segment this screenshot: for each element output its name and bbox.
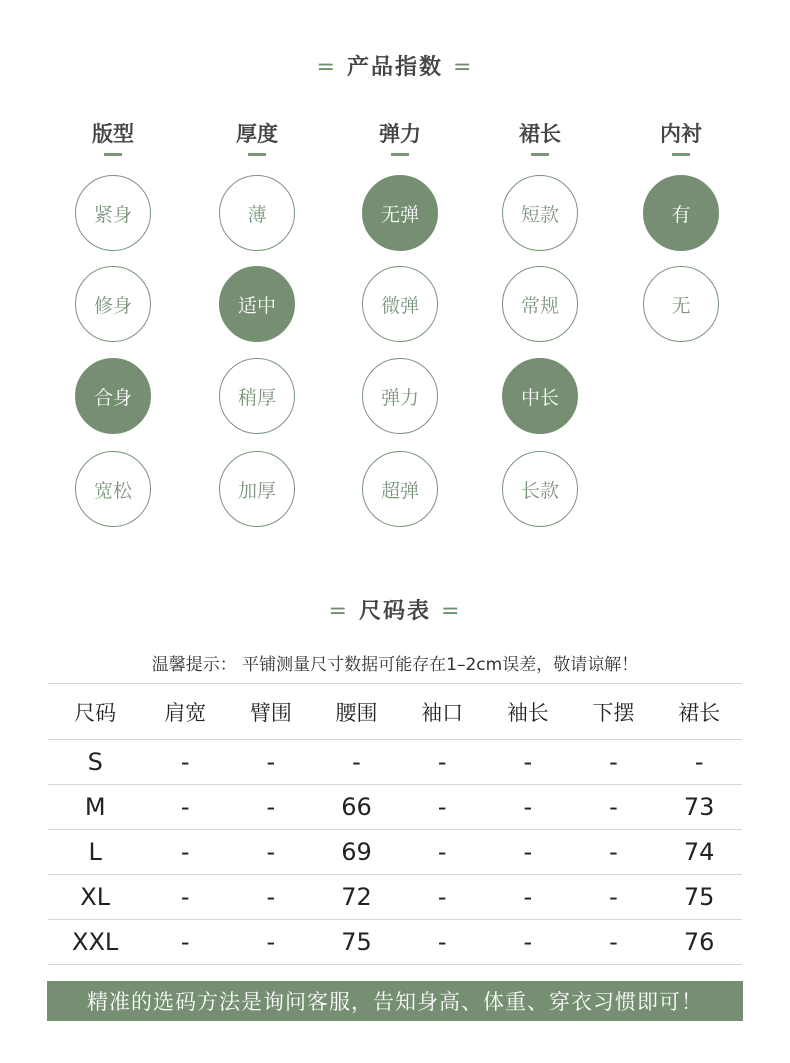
table-cell: - [142,920,228,965]
size-advice-banner: 精准的选码方法是询问客服，告知身高、体重、穿衣习惯即可！ [47,981,743,1021]
table-cell: 69 [314,830,400,875]
table-cell: - [228,785,314,830]
index-option: 薄 [219,175,295,251]
table-cell: - [142,875,228,920]
index-option-selected: 中长 [502,358,578,434]
table-cell: 73 [656,785,742,830]
index-option: 无 [643,266,719,342]
table-cell: 75 [314,920,400,965]
size-table-header-row [48,684,742,740]
index-option: 长款 [502,451,578,527]
index-option: 超弹 [362,451,438,527]
table-cell: - [228,875,314,920]
measurement-tip: 温馨提示： 平铺测量尺寸数据可能存在1–2cm误差，敬请谅解！ [151,655,639,675]
table-cell: S [48,740,142,785]
index-option: 短款 [502,175,578,251]
index-option: 弹力 [362,358,438,434]
index-option-selected: 有 [643,175,719,251]
size-chart-title-text: 尺码表 [358,599,431,624]
size-table-header-cell: 腰围 [314,684,400,740]
table-cell: - [571,875,657,920]
table-cell: 72 [314,875,400,920]
size-table-header-cell: 裙长 [656,684,742,740]
size-table-header-cell: 肩宽 [142,684,228,740]
table-cell: - [485,920,571,965]
index-option: 紧身 [75,175,151,251]
table-cell: 74 [656,830,742,875]
size-table-header-cell: 下摆 [571,684,657,740]
table-row [48,740,742,785]
table-cell: - [485,830,571,875]
table-cell: - [142,785,228,830]
table-cell: - [142,830,228,875]
table-cell: - [142,740,228,785]
product-index-title-text: 产品指数 [346,55,443,80]
table-cell: 76 [656,920,742,965]
table-cell: - [571,785,657,830]
title-deco-left: = [316,55,337,80]
table-cell: - [399,785,485,830]
table-cell: - [485,875,571,920]
size-table [48,683,742,965]
title-deco-left: = [328,599,349,624]
table-cell: - [571,740,657,785]
index-column-label: 厚度 [207,118,307,156]
index-option-selected: 适中 [219,266,295,342]
table-cell: 66 [314,785,400,830]
table-cell: - [485,740,571,785]
table-cell: - [228,830,314,875]
table-cell: - [314,740,400,785]
title-deco-right: = [453,55,474,80]
table-row [48,875,742,920]
table-cell: XL [48,875,142,920]
size-table-header-cell: 尺码 [48,684,142,740]
table-cell: - [228,740,314,785]
table-cell: - [399,875,485,920]
index-option: 常规 [502,266,578,342]
table-row [48,920,742,965]
table-cell: - [399,830,485,875]
product-index-title [0,50,790,81]
title-deco-right: = [441,599,462,624]
index-option: 宽松 [75,451,151,527]
index-option: 加厚 [219,451,295,527]
size-table-header-cell: 臂围 [228,684,314,740]
size-chart-title [0,594,790,625]
size-table-header-cell: 袖长 [485,684,571,740]
table-cell: M [48,785,142,830]
table-cell: - [571,920,657,965]
table-cell: - [228,920,314,965]
index-column-label: 裙长 [490,118,590,156]
size-table-body [48,740,742,965]
table-cell: - [399,740,485,785]
table-cell: - [399,920,485,965]
index-column-label: 版型 [63,118,163,156]
index-column-label: 弹力 [350,118,450,156]
size-table-header-cell: 袖口 [399,684,485,740]
index-option: 稍厚 [219,358,295,434]
table-cell: XXL [48,920,142,965]
table-cell: - [656,740,742,785]
index-option-selected: 无弹 [362,175,438,251]
index-option: 微弹 [362,266,438,342]
table-cell: - [571,830,657,875]
index-option: 修身 [75,266,151,342]
index-option-selected: 合身 [75,358,151,434]
table-cell: 75 [656,875,742,920]
table-row [48,830,742,875]
table-row [48,785,742,830]
table-cell: - [485,785,571,830]
table-cell: L [48,830,142,875]
index-column-label: 内衬 [631,118,731,156]
